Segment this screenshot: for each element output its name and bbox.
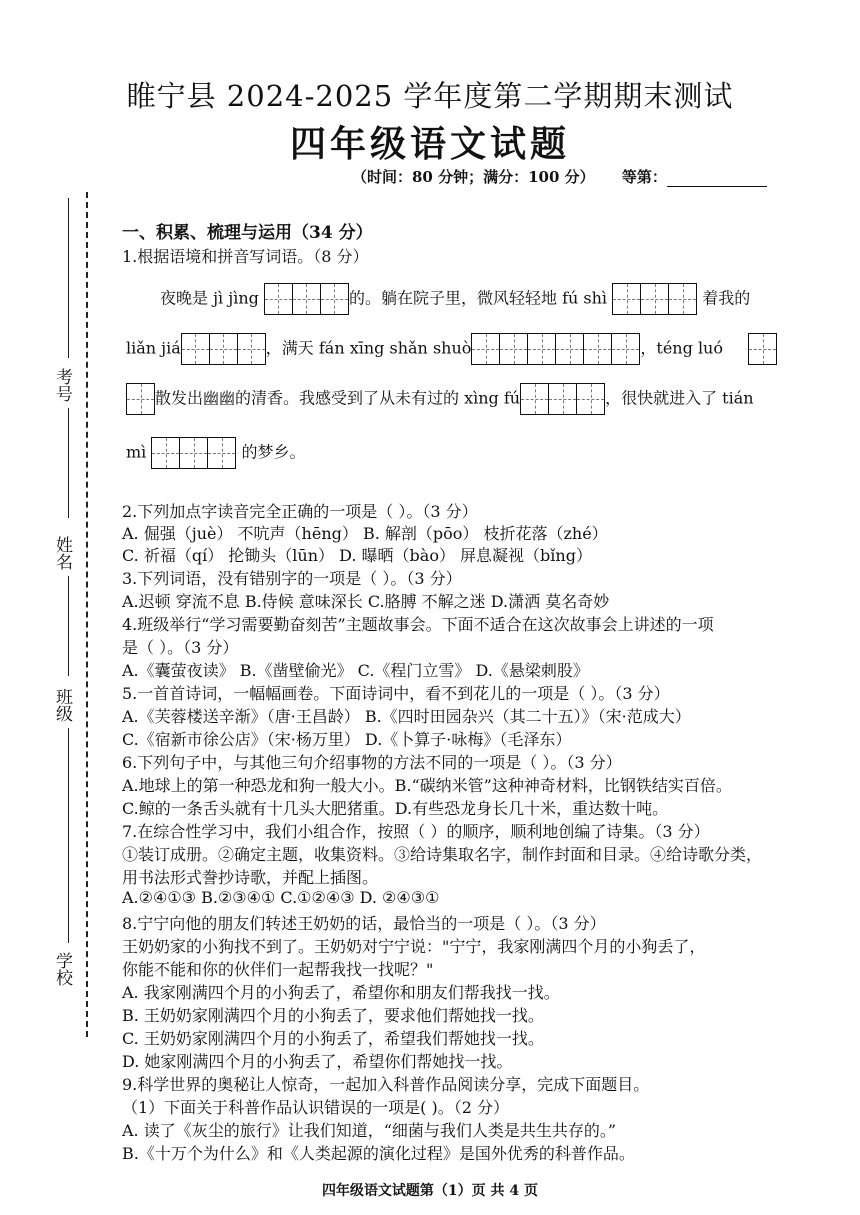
q-line: 6.下列句子中，与其他三句介绍事物的方法不同的一项是（ ）。（3 分） (122, 753, 622, 772)
q-line: 是（ ）。（3 分） (122, 638, 239, 657)
answer-grid[interactable] (151, 437, 236, 469)
q1-text: 的梦乡。 (241, 442, 306, 462)
q1-text: ，满天 fán xīng shǎn shuò (265, 338, 472, 358)
q-line: 王奶奶家的小狗找不到了。王奶奶对宁宁说："宁宁，我家刚满四个月的小狗丢了， (122, 937, 706, 956)
q1-line3 (126, 383, 754, 415)
q-line: C. 祈福（qí） 抡锄头（lūn） D. 曝晒（bào） 屏息凝视（bǐng） (122, 546, 592, 565)
q-line: C.《宿新市徐公店》（宋·杨万里） D.《卜算子·咏梅》（毛泽东） (122, 730, 572, 749)
kaohao-line-bottom (68, 408, 69, 518)
q-line: A. 倔强（juè） 不吭声（hēng） B. 解剖（pōo） 枝折花落（zhé） (122, 524, 608, 543)
exam-title: 睢宁县 2024-2025 学年度第二学期期末测试 (126, 79, 734, 113)
q-line: A.《芙蓉楼送辛渐》（唐·王昌龄） B.《四时田园杂兴（其二十五）》（宋·范成大） (122, 707, 691, 726)
q1-text: 夜晚是 jì jìng (160, 288, 259, 308)
q-line: A. 我家刚满四个月的小狗丢了，希望你和朋友们帮我找一找。 (122, 983, 560, 1002)
q1-text: ，很快就进入了 tián (605, 388, 754, 408)
section-heading: 一、积累、梳理与运用（34 分） (122, 223, 373, 243)
answer-grid[interactable] (181, 333, 266, 365)
q-line: ①装订成册。②确定主题，收集资料。③给诗集取名字，制作封面和目录。④给诗歌分类， (122, 845, 763, 864)
q1-text: ，téng luó (640, 338, 723, 358)
q1-text: liǎn jiá (126, 338, 181, 358)
q-line: C. 王奶奶家刚满四个月的小狗丢了，希望我们帮她找一找。 (122, 1029, 544, 1048)
q1-line1 (160, 283, 750, 315)
q-line: 7.在综合性学习中，我们小组合作，按照（ ）的顺序，顺利地创编了诗集。（3 分） (122, 822, 710, 841)
q-line: A.《囊萤夜读》 B.《凿壁偷光》 C.《程门立雪》 D.《悬梁刺股》 (122, 661, 589, 680)
q-line: 9.科学世界的奥秘让人惊奇，一起加入科普作品阅读分享，完成下面题目。 (122, 1075, 650, 1094)
margin-label-xingming: 姓名 (52, 536, 72, 570)
q1-text: 的。躺在院子里，微风轻轻地 fú shì (348, 288, 608, 308)
q1-text: mì (126, 442, 147, 462)
q1-line2 (126, 333, 777, 365)
q-line: 4.班级举行“学习需要勤奋刻苦”主题故事会。下面不适合在这次故事会上讲述的一项 (122, 615, 714, 634)
answer-grid[interactable] (748, 333, 777, 365)
q-line: B.《十万个为什么》和《人类起源的演化过程》是国外优秀的科普作品。 (122, 1144, 635, 1163)
q-line: 用书法形式誊抄诗歌，并配上插图。 (122, 868, 379, 887)
time-score-info: （时间：80 分钟；满分：100 分） (352, 168, 595, 186)
answer-grid[interactable] (126, 383, 155, 415)
q-line: A.地球上的第一种恐龙和狗一般大小。B.“碳纳米管”这种神奇材料，比钢铁结实百倍。 (122, 776, 732, 795)
margin-label-xuexiao: 学校 (52, 952, 72, 986)
q1-line4 (126, 437, 306, 469)
q-line: B. 王奶奶家刚满四个月的小狗丢了，要求他们帮她找一找。 (122, 1006, 544, 1025)
q-line: 2.下列加点字读音完全正确的一项是（ ）。（3 分） (122, 502, 478, 521)
q-line: A.②④①③ B.②③④① C.①②④③ D. ②④③① (122, 888, 440, 907)
q-line: 3.下列词语，没有错别字的一项是（ ）。（3 分） (122, 569, 462, 588)
q1-stem: 1.根据语境和拼音写词语。（8 分） (122, 247, 369, 266)
q-line: 5.一首首诗词，一幅幅画卷。下面诗词中，看不到花儿的一项是（ ）。（3 分） (122, 684, 670, 703)
kaohao-line-top (68, 198, 69, 358)
exam-info (352, 166, 767, 187)
q-line: A. 读了《灰尘的旅行》让我们知道，“细菌与我们人类是共生共存的。” (122, 1121, 617, 1140)
q-line: 8.宁宁向他的朋友们转述王奶奶的话，最恰当的一项是（ ）。（3 分） (122, 914, 606, 933)
banji-line (68, 728, 69, 943)
answer-grid[interactable] (264, 283, 349, 315)
xingming-line (68, 576, 69, 676)
exam-subtitle: 四年级语文试题 (289, 123, 570, 165)
grade-label: 等第： (621, 168, 667, 186)
q-line: 你能不能和你的伙伴们一起帮我找一找呢？" (122, 960, 434, 979)
margin-label-banji: 班级 (52, 688, 72, 722)
q1-text: 着我的 (702, 288, 751, 308)
binding-line (86, 192, 88, 1037)
page-footer: 四年级语文试题第（1）页 共 4 页 (321, 1183, 539, 1199)
answer-grid[interactable] (471, 333, 640, 365)
q-line: D. 她家刚满四个月的小狗丢了，希望你们帮她找一找。 (122, 1052, 513, 1071)
grade-blank (667, 172, 767, 187)
q-line: （1）下面关于科普作品认识错误的一项是( )。（2 分） (122, 1098, 510, 1117)
q1-text: 散发出幽幽的清香。我感受到了从未有过的 xìng fú (155, 388, 521, 408)
margin-label-kaohao: 考号 (52, 368, 72, 402)
q-line: C.鲸的一条舌头就有十几头大肥猪重。D.有些恐龙身长几十米，重达数十吨。 (122, 799, 669, 818)
answer-grid[interactable] (520, 383, 605, 415)
answer-grid[interactable] (612, 283, 697, 315)
q-line: A.迟顿 穿流不息 B.侍候 意味深长 C.胳膊 不解之迷 D.潇洒 莫名奇妙 (122, 592, 610, 611)
